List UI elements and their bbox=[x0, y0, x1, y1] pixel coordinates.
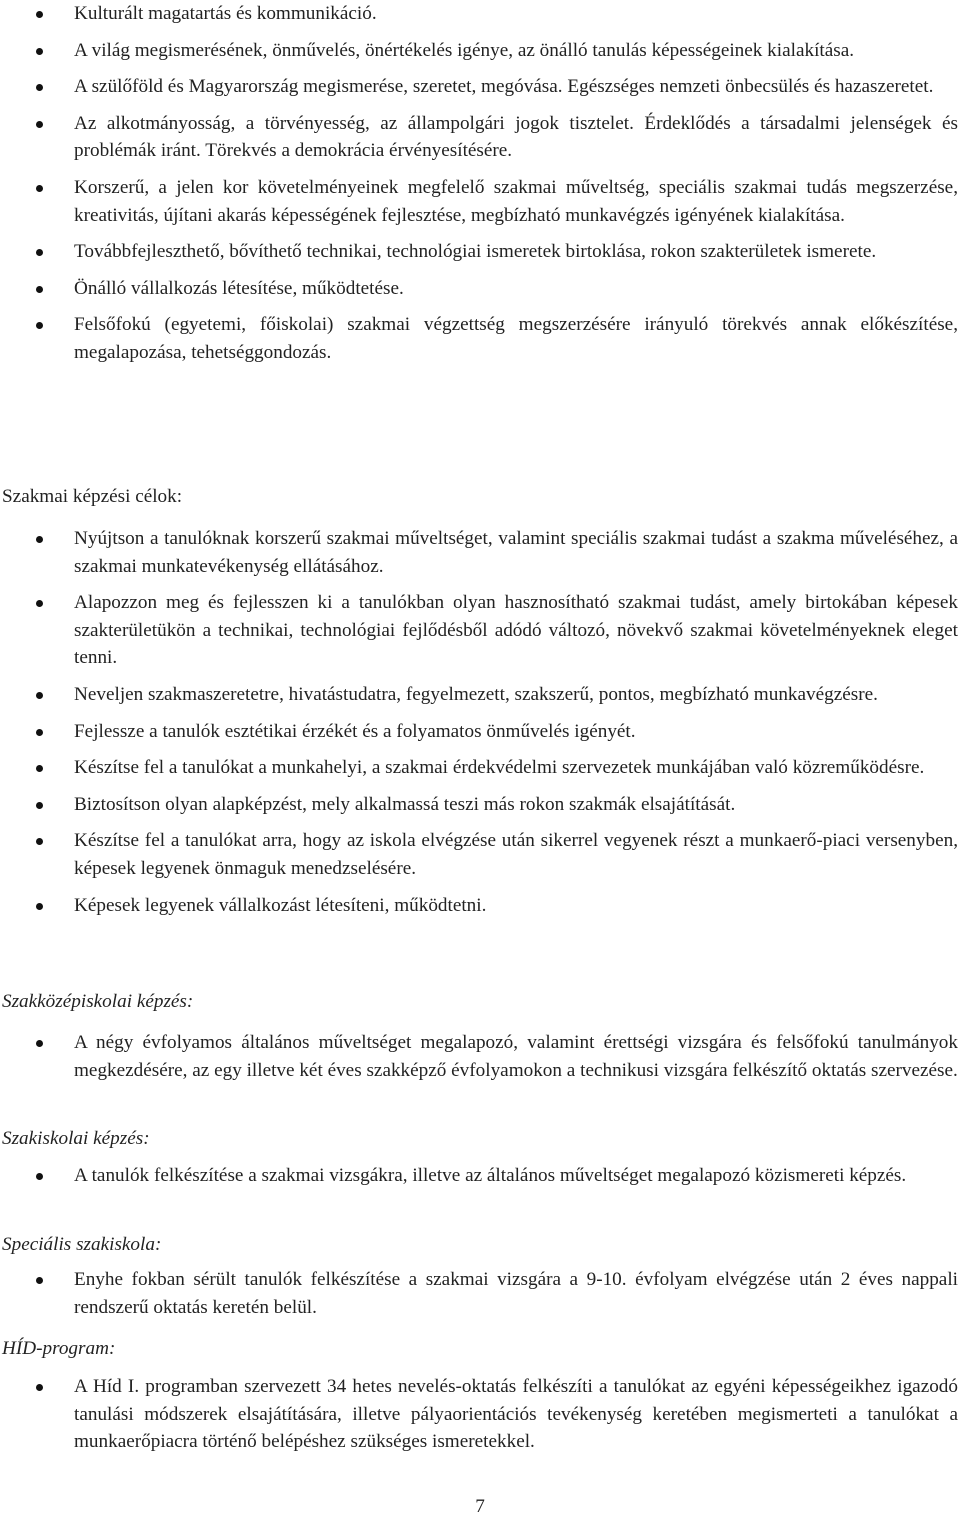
list-item: A négy évfolyamos általános műveltséget megalapozó, valamint érettségi vizsgára és felsőfokú tanulmányok megkezdésére, az egy illetve két éves szakképző évfolyamokon a technikusi vizsgára felkészítő oktatás szervezése. bbox=[0, 1029, 960, 1084]
list-item: Korszerű, a jelen kor követelményeinek megfelelő szakmai műveltség, speciális szakmai tudás megszerzése, kreativitás, újítani akarás képességének fejlesztése, megbízható munkavégzés igényének kialakítása. bbox=[0, 174, 960, 229]
page-number: 7 bbox=[475, 1496, 485, 1517]
list-item: A szülőföld és Magyarország megismerése, szeretet, megóvása. Egészséges nemzeti önbecsülés és hazaszeretet. bbox=[0, 73, 960, 101]
bullet-icon bbox=[36, 322, 43, 329]
bridge-program-list bbox=[0, 1373, 960, 1456]
special-vocational-list bbox=[0, 1266, 960, 1321]
list-item: Nyújtson a tanulóknak korszerű szakmai műveltséget, valamint speciális szakmai tudást a szakma műveléséhez, a szakmai munkatevékenység ellátásához. bbox=[0, 525, 960, 580]
list-item: Készítse fel a tanulókat arra, hogy az iskola elvégzése után sikerrel vegyenek részt a munkaerő-piaci versenyben, képesek legyenek önmaguk menedzselésére. bbox=[0, 827, 960, 882]
secondary-vocational-list bbox=[0, 1029, 960, 1084]
section-heading-vocational-goals: Szakmai képzési célok: bbox=[2, 486, 183, 507]
section-heading-special-vocational: Speciális szakiskola: bbox=[2, 1234, 162, 1255]
bullet-icon bbox=[36, 1173, 43, 1180]
bullet-icon bbox=[36, 903, 43, 910]
list-item: Felsőfokú (egyetemi, főiskolai) szakmai végzettség megszerzésére irányuló törekvés annak előkészítése, megalapozása, tehetséggondozás. bbox=[0, 311, 960, 366]
list-item: Az alkotmányosság, a törvényesség, az állampolgári jogok tisztelet. Érdeklődés a társadalmi jelenségek és problémák iránt. Törekvés a demokrácia érvényesítésére. bbox=[0, 110, 960, 165]
bullet-icon bbox=[36, 729, 43, 736]
bullet-icon bbox=[36, 1384, 43, 1391]
list-item: A Híd I. programban szervezett 34 hetes nevelés-oktatás felkészíti a tanulókat az egyéni képességeikhez igazodó tanulási módszerek elsajátítására, illetve pályaorientációs tevékenység keretében megismerteti a tanulókat a munkaerőpiacra történő belépéshez szükséges ismeretekkel. bbox=[0, 1373, 960, 1456]
list-item: Alapozzon meg és fejlesszen ki a tanulókban olyan hasznosítható szakmai tudást, amely birtokában képesek szakterületükön a technikai, technológiai fejlődésből adódó változó, növekvő szakmai követelményeknek eleget tenni. bbox=[0, 589, 960, 672]
list-item: Továbbfejleszthető, bővíthető technikai, technológiai ismeretek birtoklása, rokon szakterületek ismerete. bbox=[0, 238, 960, 266]
vocational-goals-list bbox=[0, 525, 960, 919]
goals-list-1 bbox=[0, 0, 960, 367]
bullet-icon bbox=[36, 600, 43, 607]
list-item: Enyhe fokban sérült tanulók felkészítése a szakmai vizsgára a 9-10. évfolyam elvégzése után 2 éves nappali rendszerű oktatás keretén belül. bbox=[0, 1266, 960, 1321]
vocational-school-list bbox=[0, 1162, 960, 1190]
bullet-icon bbox=[36, 1277, 43, 1284]
bullet-icon bbox=[36, 692, 43, 699]
bullet-icon bbox=[36, 286, 43, 293]
list-item: Kulturált magatartás és kommunikáció. bbox=[0, 0, 960, 28]
bullet-icon bbox=[36, 84, 43, 91]
bullet-icon bbox=[36, 185, 43, 192]
list-item: Biztosítson olyan alapképzést, mely alkalmassá teszi más rokon szakmák elsajátítását. bbox=[0, 791, 960, 819]
bullet-icon bbox=[36, 838, 43, 845]
list-item: Önálló vállalkozás létesítése, működtetése. bbox=[0, 275, 960, 303]
bullet-icon bbox=[36, 121, 43, 128]
bullet-icon bbox=[36, 802, 43, 809]
section-heading-vocational-school: Szakiskolai képzés: bbox=[2, 1128, 150, 1149]
list-item: Készítse fel a tanulókat a munkahelyi, a szakmai érdekvédelmi szervezetek munkájában való közreműködésre. bbox=[0, 754, 960, 782]
section-heading-bridge-program: HÍD-program: bbox=[2, 1338, 116, 1359]
list-item: Neveljen szakmaszeretetre, hivatástudatra, fegyelmezett, szakszerű, pontos, megbízható munkavégzésre. bbox=[0, 681, 960, 709]
bullet-icon bbox=[36, 536, 43, 543]
list-item: A tanulók felkészítése a szakmai vizsgákra, illetve az általános műveltséget megalapozó közismereti képzés. bbox=[0, 1162, 960, 1190]
list-item: Fejlessze a tanulók esztétikai érzékét és a folyamatos önművelés igényét. bbox=[0, 718, 960, 746]
section-heading-secondary-vocational: Szakközépiskolai képzés: bbox=[2, 991, 194, 1012]
list-item: Képesek legyenek vállalkozást létesíteni, működtetni. bbox=[0, 892, 960, 920]
list-item: A világ megismerésének, önművelés, önértékelés igénye, az önálló tanulás képességeinek kialakítása. bbox=[0, 37, 960, 65]
bullet-icon bbox=[36, 765, 43, 772]
bullet-icon bbox=[36, 249, 43, 256]
bullet-icon bbox=[36, 11, 43, 18]
bullet-icon bbox=[36, 48, 43, 55]
bullet-icon bbox=[36, 1040, 43, 1047]
